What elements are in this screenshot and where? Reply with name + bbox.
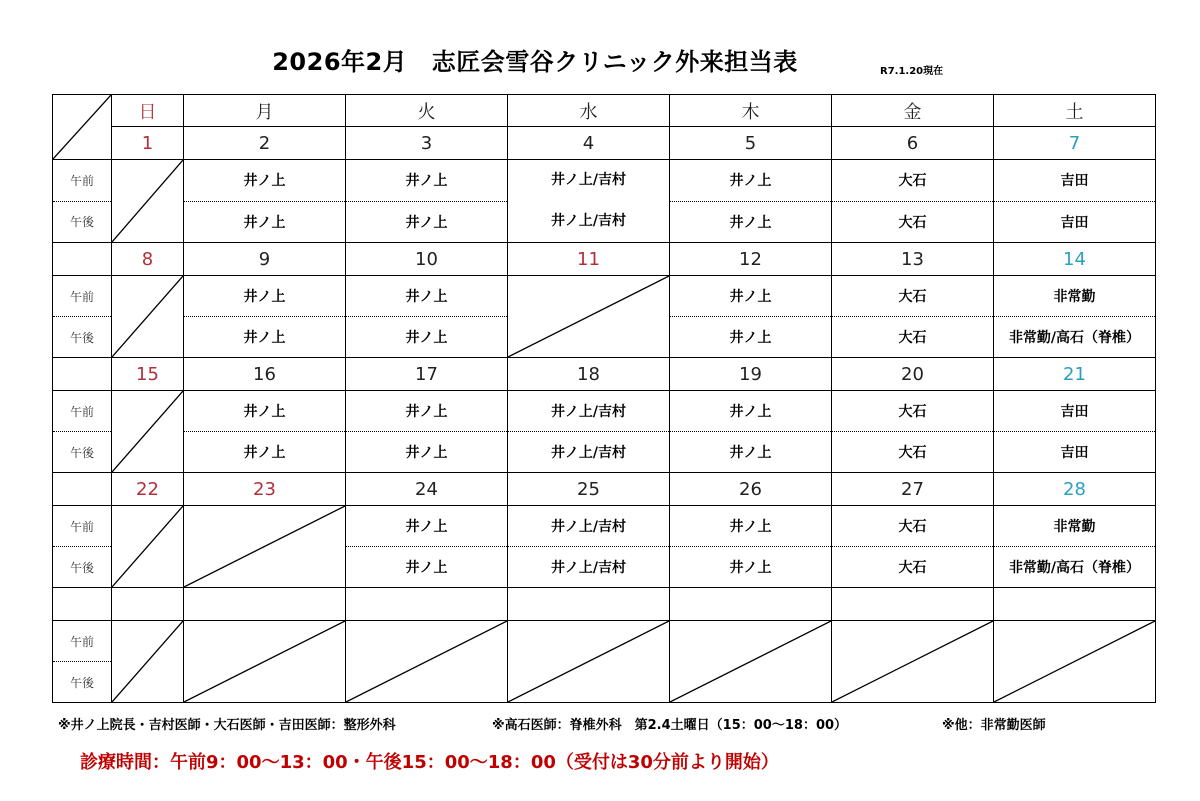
- am-doctor-cell: 井ノ上: [184, 276, 346, 317]
- date-cell: 25: [508, 473, 670, 506]
- closed-cell: [112, 391, 184, 473]
- am-row: [53, 276, 1156, 317]
- date-cell: 27: [832, 473, 994, 506]
- date-cell: 4: [508, 127, 670, 160]
- pm-doctor-cell: 井ノ上: [346, 432, 508, 473]
- am-row: [53, 506, 1156, 547]
- am-doctor-cell: 井ノ上: [670, 160, 832, 202]
- pm-label: 午後: [53, 317, 112, 358]
- date-cell: 2: [184, 127, 346, 160]
- date-cell: 16: [184, 358, 346, 391]
- empty-cell: [112, 588, 184, 621]
- date-cell: 20: [832, 358, 994, 391]
- schedule-table: [52, 94, 1156, 703]
- empty-date-row: [53, 588, 1156, 621]
- date-cell: 17: [346, 358, 508, 391]
- doctor-cell-merged: [508, 160, 670, 243]
- date-cell: 19: [670, 358, 832, 391]
- pm-label: 午後: [53, 662, 112, 703]
- closed-cell: [508, 621, 670, 703]
- pm-doctor-cell: 大石: [832, 547, 994, 588]
- empty-cell: [832, 588, 994, 621]
- page-title: 2026年2月 志匠会雪谷クリニック外来担当表: [272, 48, 798, 76]
- closed-cell: [670, 621, 832, 703]
- empty-cell: [346, 588, 508, 621]
- date-cell: 10: [346, 243, 508, 276]
- am-doctor-cell: 井ノ上/吉村: [508, 506, 670, 547]
- closed-slash: [994, 621, 1155, 702]
- weekday-6: 土: [994, 95, 1156, 127]
- closed-cell: [112, 506, 184, 588]
- date-cell: 6: [832, 127, 994, 160]
- date-cell: 21: [994, 358, 1156, 391]
- pm-doctor-cell: 非常勤/高石（脊椎）: [994, 317, 1156, 358]
- date-cell: 14: [994, 243, 1156, 276]
- closed-cell: [112, 276, 184, 358]
- date-row: [53, 473, 1156, 506]
- am-doctor-cell: 井ノ上: [184, 391, 346, 432]
- closed-cell: [508, 276, 670, 358]
- am-doctor-cell: 井ノ上: [346, 506, 508, 547]
- closed-cell: [184, 506, 346, 588]
- pm-doctor-cell: 井ノ上: [184, 317, 346, 358]
- closed-cell: [112, 621, 184, 703]
- empty-cell: [508, 588, 670, 621]
- date-cell: 28: [994, 473, 1156, 506]
- pm-doctor-cell: 吉田: [994, 432, 1156, 473]
- closed-slash: [112, 160, 183, 242]
- am-doctor-cell: 大石: [832, 506, 994, 547]
- empty-am-row: [53, 621, 1156, 662]
- am-doctor-cell: 非常勤: [994, 506, 1156, 547]
- blank-label-cell: [53, 358, 112, 391]
- pm-doctor-cell: 井ノ上: [184, 432, 346, 473]
- pm-doctor-cell: 井ノ上/吉村: [508, 432, 670, 473]
- pm-doctor-cell: 井ノ上: [184, 201, 346, 243]
- closed-slash: [53, 95, 111, 159]
- note-others: ※他：非常勤医師: [942, 718, 1046, 733]
- closed-cell: [346, 621, 508, 703]
- pm-doctor-cell: 井ノ上/吉村: [508, 547, 670, 588]
- date-cell: 9: [184, 243, 346, 276]
- empty-cell: [53, 588, 112, 621]
- am-label: 午前: [53, 391, 112, 432]
- closed-slash: [112, 391, 183, 472]
- am-doctor-cell: 井ノ上: [346, 391, 508, 432]
- am-doctor-cell: 井ノ上: [670, 276, 832, 317]
- am-doctor-cell: 井ノ上: [346, 276, 508, 317]
- closed-slash: [184, 506, 345, 587]
- pm-label: 午後: [53, 432, 112, 473]
- date-cell: 8: [112, 243, 184, 276]
- closed-slash: [670, 621, 831, 702]
- date-cell: 24: [346, 473, 508, 506]
- am-row: [53, 391, 1156, 432]
- weekday-5: 金: [832, 95, 994, 127]
- am-doctor-cell: 大石: [832, 391, 994, 432]
- closed-slash: [112, 621, 183, 702]
- date-cell: 5: [670, 127, 832, 160]
- weekday-row: [53, 95, 1156, 127]
- empty-cell: [184, 588, 346, 621]
- closed-slash: [832, 621, 993, 702]
- am-label: 午前: [53, 621, 112, 662]
- date-cell: 11: [508, 243, 670, 276]
- date-cell: 13: [832, 243, 994, 276]
- weekday-3: 水: [508, 95, 670, 127]
- pm-doctor-cell: 井ノ上: [670, 432, 832, 473]
- weekday-0: 日: [112, 95, 184, 127]
- pm-doctor: 井ノ上/吉村: [550, 213, 627, 229]
- closed-slash: [346, 621, 507, 702]
- am-doctor-cell: 吉田: [994, 391, 1156, 432]
- pm-doctor-cell: 井ノ上: [670, 547, 832, 588]
- note-takaishi: ※高石医師：脊椎外科 第2.4土曜日（15：00～18：00）: [492, 718, 848, 733]
- as-of-date: R7.1.20現在: [880, 66, 944, 77]
- weekday-4: 木: [670, 95, 832, 127]
- date-cell: 3: [346, 127, 508, 160]
- am-label: 午前: [53, 160, 112, 202]
- am-label: 午前: [53, 506, 112, 547]
- consultation-hours: 診療時間：午前9：00～13：00・午後15：00～18：00（受付は30分前より開始）: [80, 752, 779, 773]
- closed-slash: [184, 621, 345, 702]
- pm-label: 午後: [53, 547, 112, 588]
- pm-label: 午後: [53, 201, 112, 243]
- corner-cell: [53, 95, 112, 160]
- closed-slash: [508, 621, 669, 702]
- am-doctor-cell: 井ノ上: [346, 160, 508, 202]
- am-label: 午前: [53, 276, 112, 317]
- closed-cell: [994, 621, 1156, 703]
- date-row: [53, 243, 1156, 276]
- am-doctor-cell: 井ノ上/吉村: [508, 391, 670, 432]
- closed-cell: [184, 621, 346, 703]
- closed-slash: [112, 276, 183, 357]
- pm-doctor-cell: 井ノ上: [346, 201, 508, 243]
- date-cell: 7: [994, 127, 1156, 160]
- pm-doctor-cell: 井ノ上: [670, 201, 832, 243]
- pm-doctor-cell: 井ノ上: [670, 317, 832, 358]
- blank-label-cell: [53, 243, 112, 276]
- note-doctors: ※井ノ上院長・吉村医師・大石医師・吉田医師：整形外科: [58, 718, 396, 733]
- date-cell: 12: [670, 243, 832, 276]
- date-row: [53, 127, 1156, 160]
- am-doctor-cell: 吉田: [994, 160, 1156, 202]
- am-doctor-cell: 井ノ上: [670, 506, 832, 547]
- empty-cell: [670, 588, 832, 621]
- pm-doctor-cell: 井ノ上: [346, 547, 508, 588]
- pm-row: [53, 432, 1156, 473]
- pm-doctor-cell: 大石: [832, 317, 994, 358]
- am-row: [53, 160, 1156, 202]
- am-doctor-cell: 井ノ上: [670, 391, 832, 432]
- pm-doctor-cell: 井ノ上: [346, 317, 508, 358]
- closed-slash: [508, 276, 669, 357]
- date-cell: 22: [112, 473, 184, 506]
- pm-doctor-cell: 非常勤/高石（脊椎）: [994, 547, 1156, 588]
- empty-cell: [994, 588, 1156, 621]
- am-doctor-cell: 大石: [832, 160, 994, 202]
- closed-cell: [112, 160, 184, 243]
- date-row: [53, 358, 1156, 391]
- blank-label-cell: [53, 473, 112, 506]
- pm-doctor-cell: 吉田: [994, 201, 1156, 243]
- closed-slash: [112, 506, 183, 587]
- date-cell: 15: [112, 358, 184, 391]
- pm-doctor-cell: 大石: [832, 432, 994, 473]
- am-doctor-cell: 非常勤: [994, 276, 1156, 317]
- date-cell: 18: [508, 358, 670, 391]
- am-doctor: 井ノ上/吉村: [550, 172, 627, 188]
- closed-cell: [832, 621, 994, 703]
- am-doctor-cell: 井ノ上: [184, 160, 346, 202]
- date-cell: 26: [670, 473, 832, 506]
- am-doctor-cell: 大石: [832, 276, 994, 317]
- date-cell: 1: [112, 127, 184, 160]
- pm-doctor-cell: 大石: [832, 201, 994, 243]
- weekday-2: 火: [346, 95, 508, 127]
- date-cell: 23: [184, 473, 346, 506]
- weekday-1: 月: [184, 95, 346, 127]
